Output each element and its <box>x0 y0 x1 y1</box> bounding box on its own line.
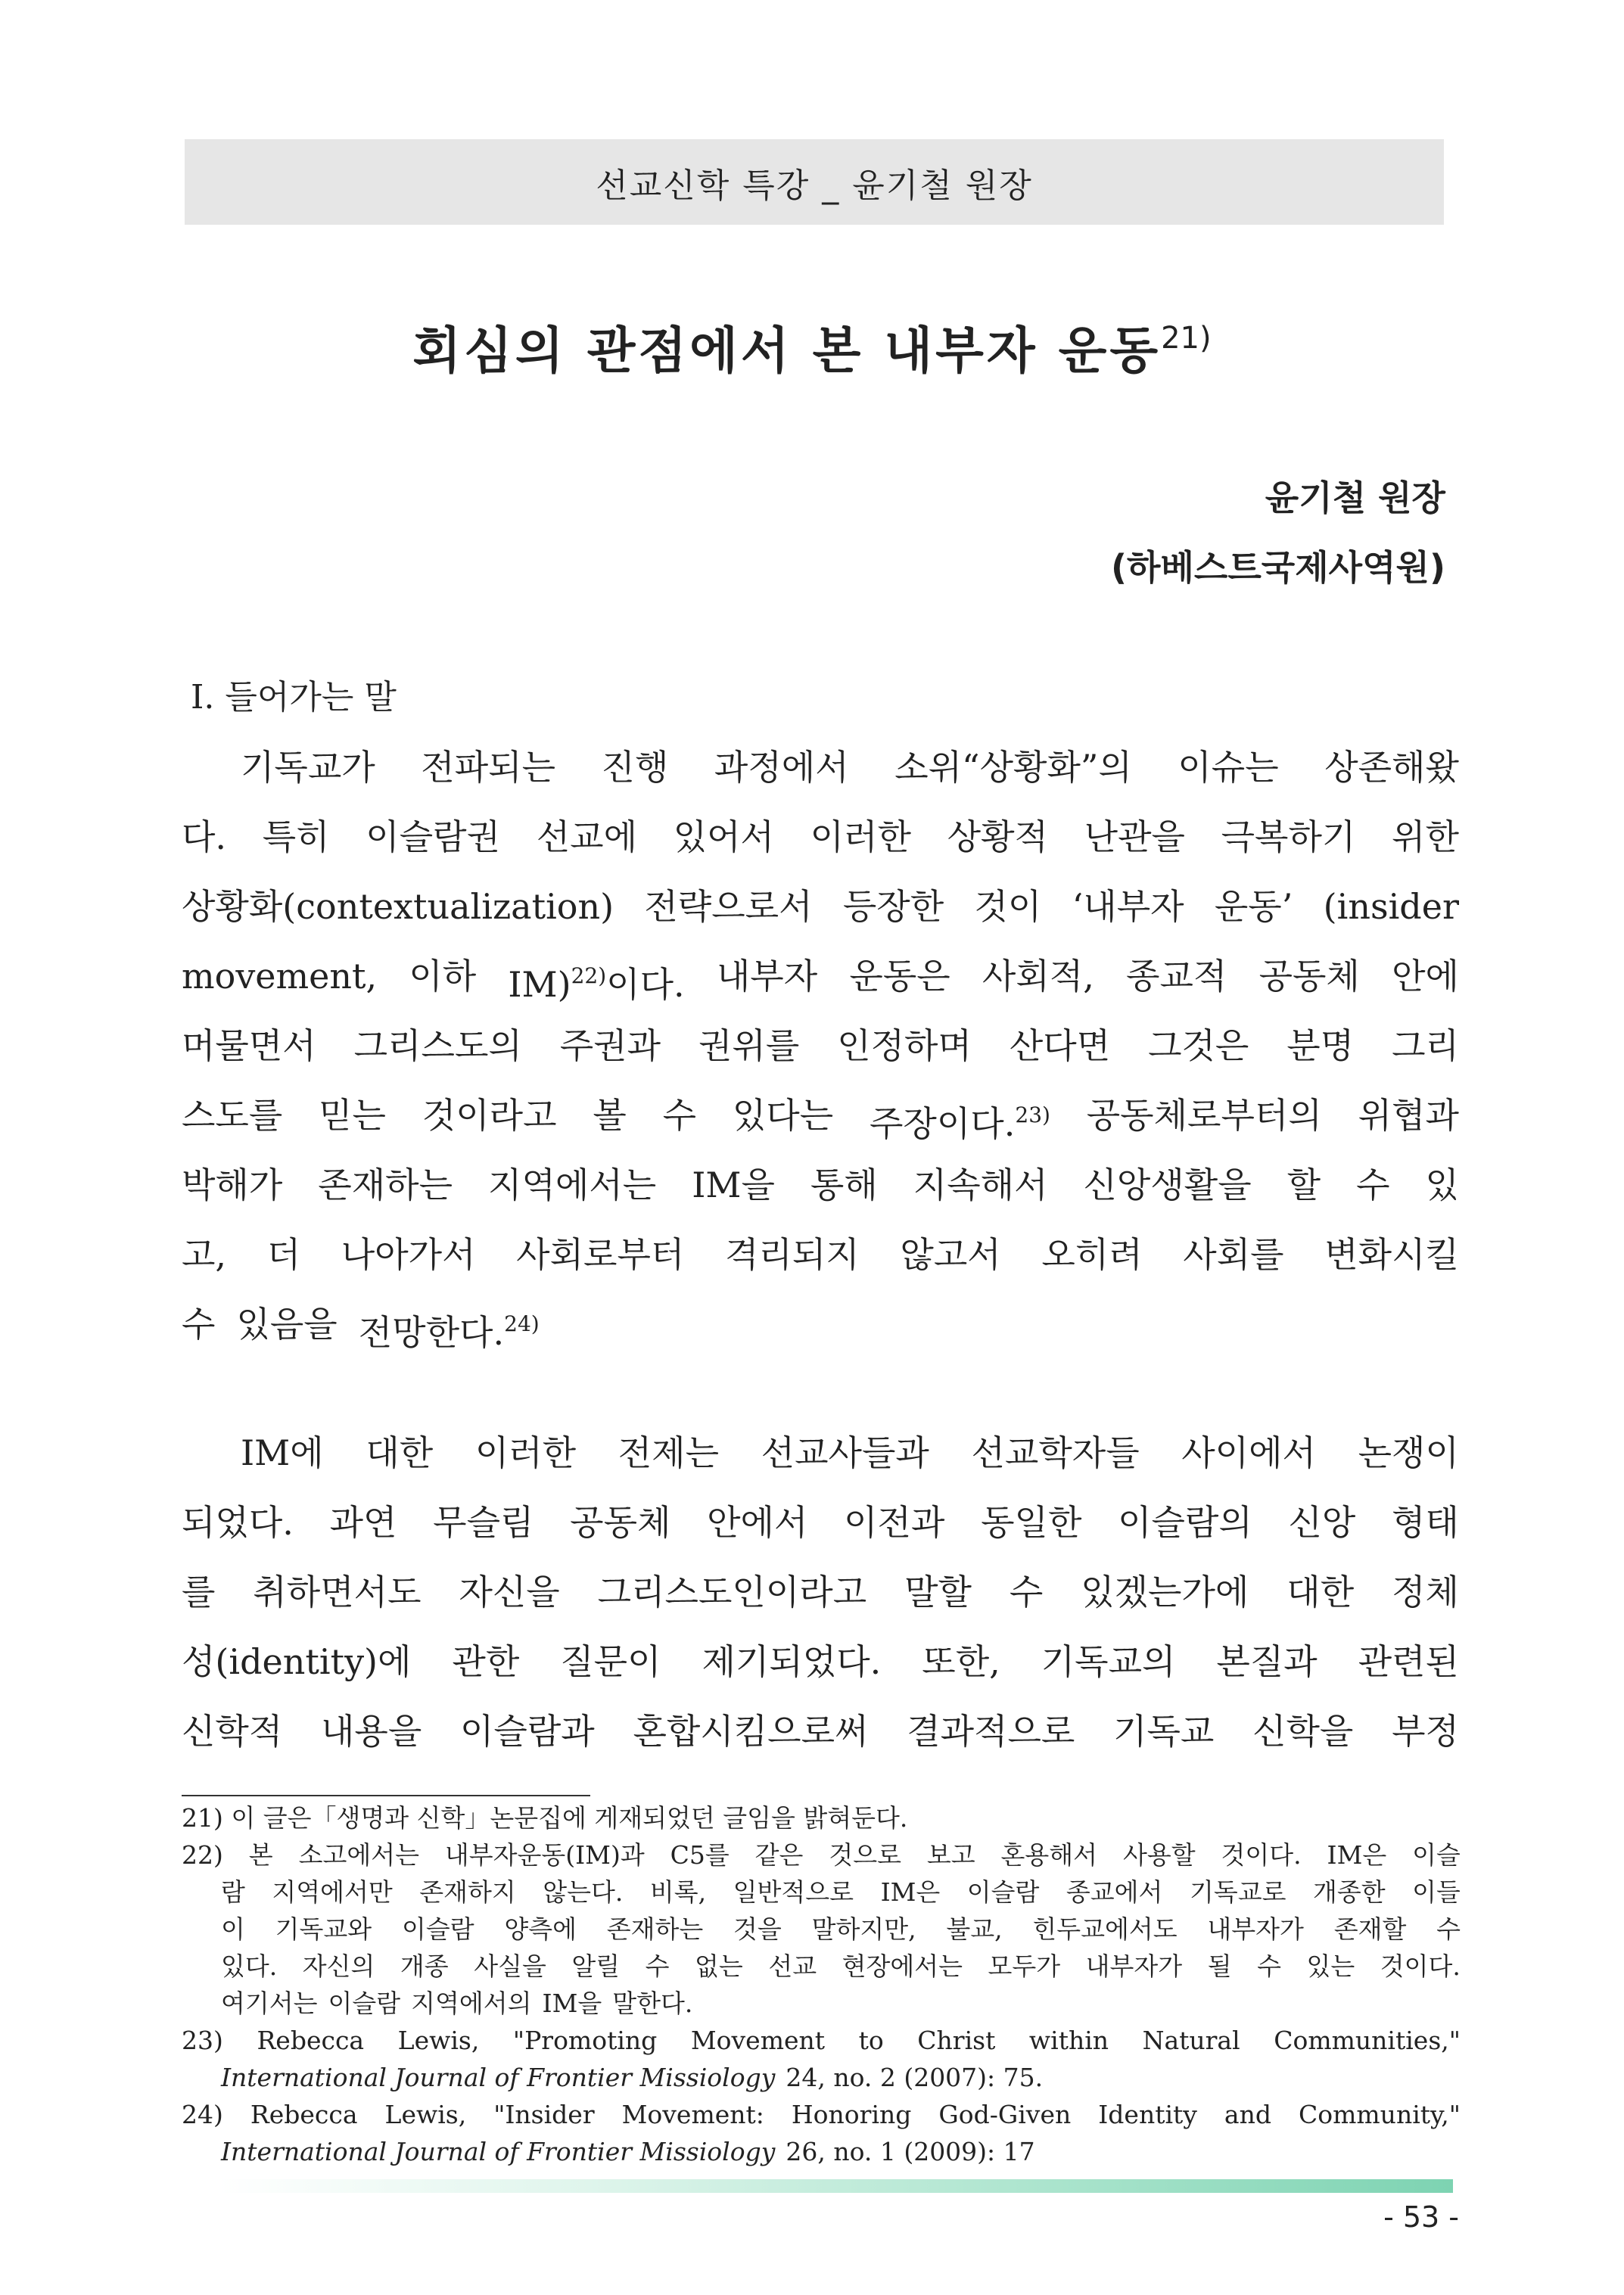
text-word: 정체 <box>1392 1572 1459 1612</box>
text-word: 것이 <box>974 886 1042 927</box>
text-word <box>870 1081 1050 1150</box>
footnote-word: 있다. <box>221 1951 278 1981</box>
footnote-word: 여기서는 <box>221 1989 318 2018</box>
footnote-word: 이 <box>221 1914 245 1944</box>
paragraph-1-line <box>182 1081 1459 1150</box>
text-word: 안에 <box>1392 956 1459 997</box>
text-word: 상황적 <box>947 816 1048 857</box>
text-word: 위한 <box>1392 816 1459 857</box>
footnote-word: 개종한 <box>1312 1877 1386 1907</box>
footnote-word: "Promoting <box>512 2026 658 2055</box>
text-word: 이하 <box>409 956 477 997</box>
text-word: 있 <box>1425 1165 1459 1205</box>
footnote-word: God-Given <box>938 2100 1072 2129</box>
text-word-main: 전망한다. <box>358 1312 505 1353</box>
footnote-word: 불교, <box>946 1914 1003 1944</box>
text-word: 다. <box>182 816 227 857</box>
text-word: ‘내부자 <box>1072 886 1184 927</box>
footnote-word: 힌두교에서도 <box>1032 1914 1178 1944</box>
author-affiliation: (하베스트국제사역원) <box>1111 547 1445 588</box>
footnote-24-line2 <box>182 2133 1461 2170</box>
footnote-21 <box>182 1799 1461 1836</box>
text-word: 사회적, <box>982 956 1094 997</box>
text-word: 소위“상황화”의 <box>894 747 1132 788</box>
footnote-word: 않는다. <box>543 1877 624 1907</box>
footnote-21-text: 21) 이 글은「생명과 신학」논문집에 게재되었던 글임을 밝혀둔다. <box>182 1803 908 1833</box>
text-word: 않고서 <box>900 1234 1001 1275</box>
text-word: 공동체 <box>570 1502 671 1543</box>
footnote-word: 23) <box>182 2026 223 2055</box>
footnote-24-line1 <box>182 2096 1461 2133</box>
text-word: 이러한 <box>474 1432 577 1473</box>
footnote-word: 사용할 <box>1122 1840 1196 1870</box>
text-word: 선교에 <box>536 816 638 857</box>
footnote-word: 개종 <box>400 1951 449 1981</box>
text-word: 이전과 <box>844 1502 945 1543</box>
text-word: 전제는 <box>618 1432 720 1473</box>
footnote-word: 내부자가 <box>1207 1914 1304 1944</box>
text-word-main: 주장이다. <box>870 1103 1016 1144</box>
text-word: 나아가서 <box>341 1234 476 1275</box>
text-word: 있다는 <box>732 1095 834 1136</box>
text-word: 기독교의 <box>1041 1641 1176 1682</box>
footnote-word: 일반적으로 <box>733 1877 854 1907</box>
footnote-23-line1 <box>182 2022 1461 2059</box>
paragraph-1-line <box>182 872 1459 941</box>
text-word <box>359 1289 540 1359</box>
footnote-word: 있는 <box>1306 1951 1355 1981</box>
text-word: 되었다. <box>182 1502 294 1543</box>
text-word: IM을 <box>692 1165 775 1205</box>
footnote-word: 본 <box>248 1840 273 1870</box>
text-word: 그리스도인이라고 <box>597 1572 867 1612</box>
text-word: 특히 <box>262 816 330 857</box>
text-word: 오히려 <box>1041 1234 1143 1275</box>
footnote-22-line <box>182 1836 1461 1874</box>
footnote-word: 24) <box>182 2100 223 2129</box>
text-word: 자신을 <box>459 1572 560 1612</box>
text-word: 안에서 <box>707 1502 808 1543</box>
footnote-word: 람 <box>221 1877 245 1907</box>
text-word: 공동체로부터의 <box>1086 1095 1322 1136</box>
paragraph-2 <box>182 1418 1459 1766</box>
footnote-word: Communities," <box>1274 2026 1461 2055</box>
footnote-word: Lewis, <box>384 2100 467 2129</box>
footnote-word: within <box>1028 2026 1109 2055</box>
text-word: 수 <box>1356 1165 1390 1205</box>
footnote-22 <box>182 1836 1461 2022</box>
text-word: 격리되지 <box>725 1234 860 1275</box>
text-word: 신학적 <box>182 1711 283 1752</box>
text-word: 주권과 <box>559 1025 661 1066</box>
footnote-word: 비록, <box>649 1877 707 1907</box>
text-word: 분명 <box>1286 1025 1355 1066</box>
text-word: 종교적 <box>1126 956 1227 997</box>
footnote-24-rest: 26, no. 1 (2009): 17 <box>786 2137 1035 2166</box>
text-word: 수 <box>662 1095 697 1136</box>
text-word: 본질과 <box>1216 1641 1318 1682</box>
footnote-22-line <box>182 1874 1461 1911</box>
text-word: 믿는 <box>319 1095 386 1136</box>
text-word: 과연 <box>329 1502 397 1543</box>
text-word: movement, <box>182 956 378 997</box>
text-word: 지속해서 <box>913 1165 1048 1205</box>
footnote-word: 자신의 <box>302 1951 375 1981</box>
text-word: 존재하는 <box>318 1165 453 1205</box>
footnote-word: 혼용해서 <box>1000 1840 1098 1870</box>
text-word: 사회로부터 <box>516 1234 685 1275</box>
paragraph-1 <box>182 732 1459 1359</box>
text-word: 이러한 <box>810 816 911 857</box>
footnote-ref[interactable]: 22) <box>571 963 607 988</box>
footnote-word: 기독교와 <box>275 1914 372 1944</box>
text-word: 극복하기 <box>1221 816 1356 857</box>
running-header <box>185 139 1444 225</box>
text-word: 상황화(contextualization) <box>182 886 614 927</box>
text-word: 수 <box>1009 1572 1044 1612</box>
paragraph-1-line <box>182 1150 1459 1220</box>
footnote-word: 이들 <box>1412 1877 1461 1907</box>
text-word: 난관을 <box>1084 816 1185 857</box>
text-word: 인정하며 <box>837 1025 972 1066</box>
text-word-main: IM) <box>508 964 571 1005</box>
footnote-23-journal: International Journal of Frontier Missiology <box>221 2063 776 2092</box>
text-word: 운동은 <box>849 956 950 997</box>
footnote-word: 같은 <box>754 1840 804 1870</box>
text-word: 공동체 <box>1258 956 1360 997</box>
text-word: 등장한 <box>842 886 944 927</box>
footnote-word: IM은 <box>1327 1840 1387 1870</box>
text-word: 동일한 <box>981 1502 1082 1543</box>
text-word: 수 <box>182 1304 216 1345</box>
text-word: 그리 <box>1392 1025 1459 1066</box>
footnote-word: 될 <box>1207 1951 1232 1981</box>
running-header-text: 선교신학 특강 _ 윤기철 원장 <box>596 166 1033 205</box>
footnote-word: 보고 <box>926 1840 975 1870</box>
footnote-word: 모두가 <box>988 1951 1061 1981</box>
text-word: 선교학자들 <box>971 1432 1140 1473</box>
paragraph-1-line <box>182 1289 1459 1359</box>
footnote-23 <box>182 2022 1461 2096</box>
footnote-word: 것이다. <box>1221 1840 1302 1870</box>
text-word: 이슈는 <box>1178 747 1279 788</box>
footnote-word: Movement <box>690 2026 826 2055</box>
text-word: 볼 <box>593 1095 627 1136</box>
footnote-word: Honoring <box>791 2100 912 2129</box>
text-word: 전략으로서 <box>644 886 813 927</box>
footnote-word: 말하지만, <box>811 1914 916 1944</box>
text-word: 내부자 <box>716 956 818 997</box>
footnote-word: 22) <box>182 1840 223 1870</box>
text-word: 또한, <box>922 1641 1000 1682</box>
text-word: 를 <box>182 1572 216 1612</box>
footnote-word: Identity <box>1098 2100 1197 2129</box>
footnote-word: Community," <box>1298 2100 1461 2129</box>
text-word: 있음을 <box>236 1304 338 1345</box>
footnote-23-line2 <box>182 2059 1461 2096</box>
footnote-word: to <box>858 2026 884 2055</box>
footnote-24 <box>182 2096 1461 2170</box>
text-word: 형태 <box>1392 1502 1459 1543</box>
footnote-word: Movement: <box>621 2100 764 2129</box>
footnote-22-line <box>182 1985 1461 2022</box>
footnote-word: IM은 <box>880 1877 941 1907</box>
title-footnote-ref[interactable]: 21) <box>1161 321 1212 356</box>
text-word: 그것은 <box>1148 1025 1249 1066</box>
footnote-ref[interactable]: 23) <box>1015 1102 1050 1127</box>
text-word: 박해가 <box>182 1165 283 1205</box>
footnote-word: 말한다. <box>612 1989 693 2018</box>
footnote-word: 이슬람 <box>401 1914 474 1944</box>
text-word: 있겠는가에 <box>1081 1572 1249 1612</box>
footnote-word: 존재하지 <box>419 1877 516 1907</box>
footnote-word: 존재할 <box>1333 1914 1407 1944</box>
paragraph-2-line <box>182 1418 1459 1488</box>
text-word: 그리스도의 <box>353 1025 522 1066</box>
text-word: 선교사들과 <box>761 1432 929 1473</box>
text-word: 부정 <box>1392 1711 1459 1752</box>
text-word: 결과적으로 <box>907 1711 1075 1752</box>
footnote-word: 내부자운동(IM)과 <box>444 1840 645 1870</box>
text-word: 신앙생활을 <box>1083 1165 1252 1205</box>
text-word: 관한 <box>452 1641 520 1682</box>
paragraph-1-line <box>182 1011 1459 1081</box>
paragraph-2-line <box>182 1488 1459 1557</box>
footnote-word: "Insider <box>493 2100 595 2129</box>
footnote-word: 이슬람 <box>966 1877 1040 1907</box>
text-word: 위협과 <box>1358 1095 1459 1136</box>
text-word: 것이라고 <box>422 1095 557 1136</box>
text-word: 기독교 <box>1113 1711 1215 1752</box>
text-word: 성(identity)에 <box>182 1641 412 1682</box>
footnote-word: Lewis, <box>397 2026 480 2055</box>
text-word: 대한 <box>366 1432 434 1473</box>
footnote-22-line <box>182 1948 1461 1985</box>
text-word: 권위를 <box>698 1025 800 1066</box>
footnote-word: 것을 <box>733 1914 782 1944</box>
footnote-word: 소고에서는 <box>298 1840 419 1870</box>
paragraph-2-line <box>182 1696 1459 1766</box>
footnote-word: 수 <box>1257 1951 1281 1981</box>
footnote-word: 존재하는 <box>606 1914 704 1944</box>
text-word: 지역에서는 <box>488 1165 657 1205</box>
text-word: 상존해왔 <box>1324 747 1459 788</box>
footnote-word: Rebecca <box>257 2026 365 2055</box>
text-word: 통해 <box>810 1165 878 1205</box>
text-word: 사회를 <box>1183 1234 1284 1275</box>
text-word: 이슬람과 <box>460 1711 595 1752</box>
footnote-word: 것으로 <box>829 1840 901 1870</box>
text-word: 신학을 <box>1252 1711 1354 1752</box>
text-word: 내용을 <box>321 1711 422 1752</box>
paragraph-1-line <box>182 941 1459 1011</box>
author-block <box>1111 463 1445 602</box>
paragraph-2-line <box>182 1627 1459 1696</box>
footnote-word: 현장에서는 <box>842 1951 963 1981</box>
footnote-word: 종교에서 <box>1066 1877 1163 1907</box>
footnote-word: Natural <box>1142 2026 1240 2055</box>
text-word: 더 <box>266 1234 301 1275</box>
text-word: 혼합시킴으로써 <box>633 1711 869 1752</box>
paragraph-1-line <box>182 802 1459 872</box>
text-word: (insider <box>1323 886 1459 927</box>
text-word: 질문이 <box>560 1641 661 1682</box>
footnote-24-journal: International Journal of Frontier Missiology <box>221 2137 776 2166</box>
paragraph-1-line <box>182 732 1459 802</box>
footnote-word: 알릴 <box>571 1951 621 1981</box>
text-word-main: 이다. <box>606 964 685 1005</box>
footnote-word: 이슬 <box>1412 1840 1461 1870</box>
footnote-word: 이슬람 <box>328 1989 401 2018</box>
author-name: 윤기철 원장 <box>1265 477 1445 518</box>
text-word: 사이에서 <box>1181 1432 1316 1473</box>
text-word: 취하면서도 <box>253 1572 422 1612</box>
footnote-word: Rebecca <box>250 2100 358 2129</box>
footnote-word: 선교 <box>768 1951 817 1981</box>
footnote-word: 수 <box>1436 1914 1461 1944</box>
footnote-word: 수 <box>645 1951 670 1981</box>
text-word: 고, <box>182 1234 227 1275</box>
text-word: 변화시킬 <box>1324 1234 1459 1275</box>
text-word: 과정에서 <box>714 747 849 788</box>
page-number: - 53 - <box>1383 2200 1459 2234</box>
footnote-22-line <box>182 1911 1461 1948</box>
footer-gradient-bar <box>219 2179 1453 2193</box>
footnote-word: 기독교로 <box>1189 1877 1286 1907</box>
footnote-word: 양측에 <box>504 1914 577 1944</box>
footnote-word: 사실을 <box>474 1951 546 1981</box>
text-word: 논쟁이 <box>1358 1432 1459 1473</box>
text-word: 할 <box>1286 1165 1321 1205</box>
text-word <box>508 941 684 1011</box>
paragraph-1-line <box>182 1220 1459 1289</box>
text-word: 무슬림 <box>433 1502 534 1543</box>
text-word: 전파되는 <box>421 747 556 788</box>
footnote-word: 지역에서의 <box>411 1989 532 2018</box>
text-word: 스도를 <box>182 1095 283 1136</box>
text-word: 제기되었다. <box>702 1641 882 1682</box>
article-title-text: 회심의 관점에서 본 내부자 운동 <box>412 322 1162 380</box>
footnote-23-rest: 24, no. 2 (2007): 75. <box>786 2063 1044 2092</box>
text-word: 관련된 <box>1358 1641 1459 1682</box>
footnote-ref[interactable]: 24) <box>504 1311 540 1336</box>
text-word: 이슬람권 <box>366 816 501 857</box>
footnote-word: and <box>1224 2100 1271 2129</box>
text-word: 말할 <box>904 1572 972 1612</box>
footnote-word: 것이다. <box>1380 1951 1461 1981</box>
text-word: 산다면 <box>1009 1025 1111 1066</box>
text-word: 기독교가 <box>241 747 375 788</box>
text-word: 운동’ <box>1214 886 1293 927</box>
text-word: 신앙 <box>1288 1502 1356 1543</box>
text-word: 있어서 <box>673 816 774 857</box>
footnote-divider <box>182 1795 590 1796</box>
footnote-word: C5를 <box>670 1840 730 1870</box>
footnote-word: IM을 <box>542 1989 602 2018</box>
paragraph-2-line <box>182 1557 1459 1627</box>
text-word: 대한 <box>1286 1572 1355 1612</box>
text-word: IM에 <box>241 1432 324 1473</box>
article-title <box>0 310 1624 382</box>
text-word: 이슬람의 <box>1118 1502 1252 1543</box>
footnote-word: 내부자가 <box>1085 1951 1183 1981</box>
footnote-word: 지역에서만 <box>272 1877 393 1907</box>
text-word: 진행 <box>601 747 669 788</box>
footnote-word: 없는 <box>695 1951 743 1981</box>
text-word: 머물면서 <box>182 1025 316 1066</box>
footnote-word: Christ <box>917 2026 996 2055</box>
section-heading: Ⅰ. 들어가는 말 <box>191 678 397 717</box>
